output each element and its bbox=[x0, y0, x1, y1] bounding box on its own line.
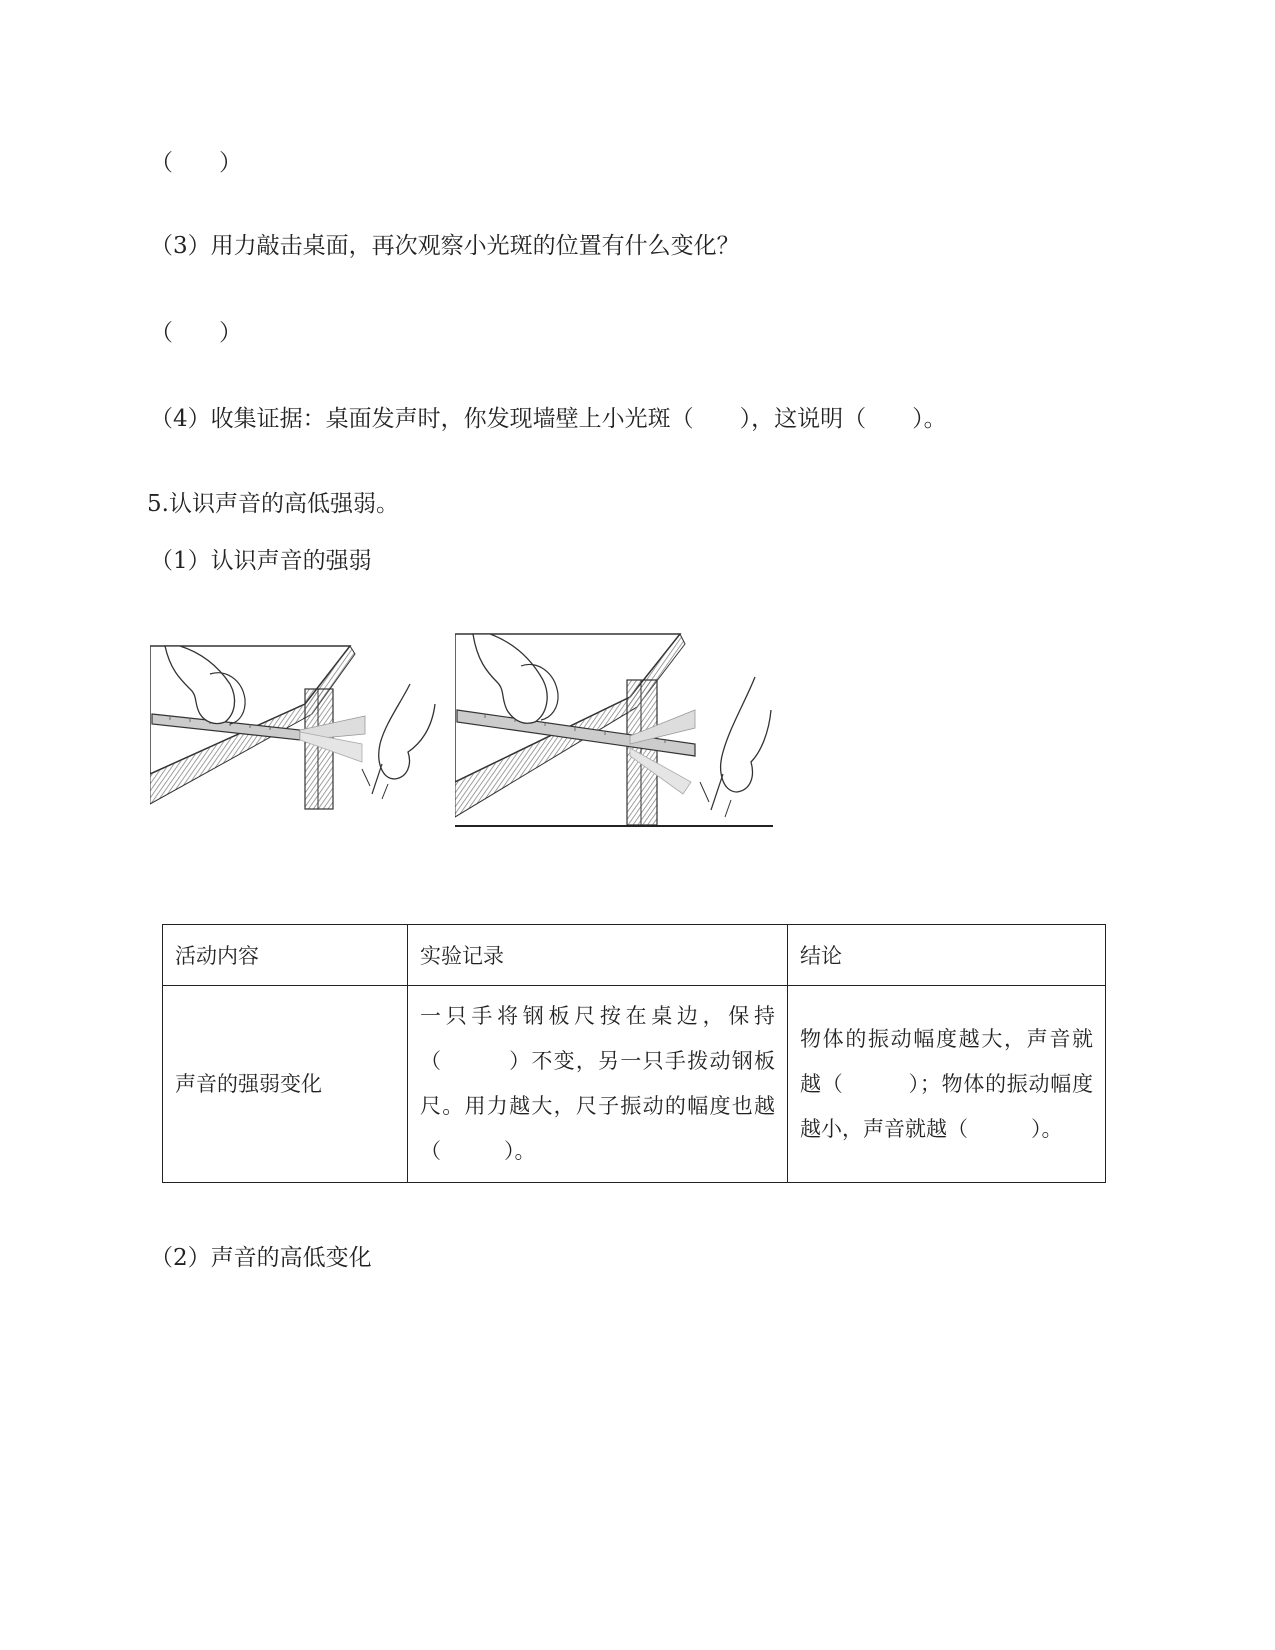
cell-conclusion: 物体的振动幅度越大，声音就越（ ）；物体的振动幅度越小，声音就越（ ）。 bbox=[788, 986, 1106, 1183]
question-4: （4）收集证据：桌面发声时，你发现墙壁上小光斑（ ），这说明（ ）。 bbox=[150, 406, 947, 432]
ruler-vibration-illustration-left bbox=[150, 644, 450, 814]
table-header-row bbox=[163, 925, 1106, 986]
answer-blank-1: （ ） bbox=[150, 150, 242, 176]
cell-record: 一只手将钢板尺按在桌边，保持（ ）不变，另一只手拨动钢板尺。用力越大，尺子振动的幅度也越（ ）。 bbox=[408, 986, 788, 1183]
question-5-part-2: （2）声音的高低变化 bbox=[150, 1245, 372, 1271]
question-5-heading: 5.认识声音的高低强弱。 bbox=[147, 491, 399, 517]
experiment-record-table bbox=[162, 924, 1106, 1183]
cell-activity: 声音的强弱变化 bbox=[163, 986, 408, 1183]
ruler-vibration-illustration-right bbox=[455, 632, 773, 828]
question-5-part-1: （1）认识声音的强弱 bbox=[150, 548, 372, 574]
header-activity: 活动内容 bbox=[163, 925, 408, 986]
header-conclusion: 结论 bbox=[788, 925, 1106, 986]
table-row bbox=[163, 986, 1106, 1183]
question-3: （3）用力敲击桌面，再次观察小光斑的位置有什么变化？ bbox=[150, 233, 740, 259]
header-record: 实验记录 bbox=[408, 925, 788, 986]
answer-blank-2: （ ） bbox=[150, 320, 242, 346]
